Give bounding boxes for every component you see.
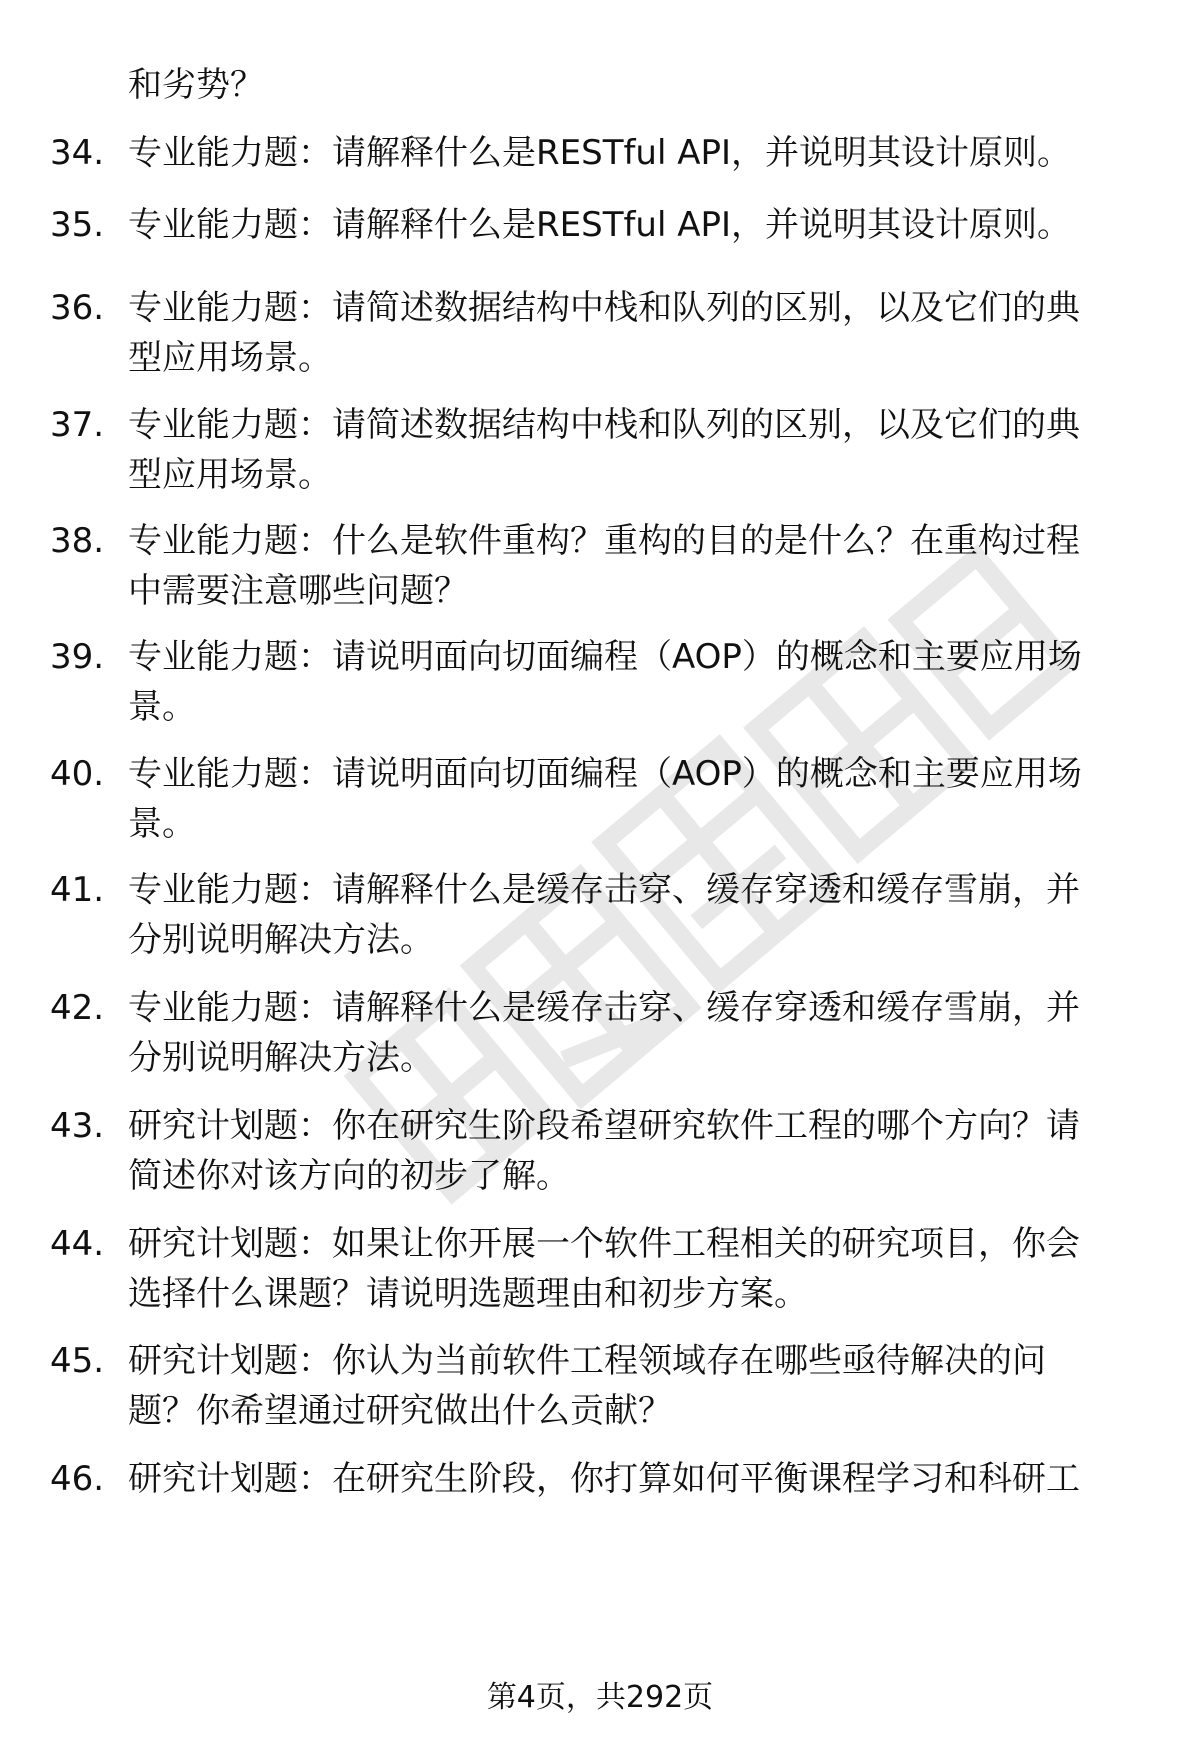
question-text bbox=[128, 865, 1200, 965]
question-text-line: 分别说明解决方法。 bbox=[128, 1038, 434, 1078]
question-text bbox=[128, 400, 1200, 500]
question-text-line: 专业能力题：请解释什么是缓存击穿、缓存穿透和缓存雪崩，并 bbox=[128, 988, 1080, 1028]
question-text-line: 专业能力题：请简述数据结构中栈和队列的区别，以及它们的典 bbox=[128, 405, 1080, 445]
question-text-line: 研究计划题：你认为当前软件工程领域存在哪些亟待解决的问 bbox=[128, 1341, 1046, 1381]
page-footer: 第4页，共292页 bbox=[486, 1680, 714, 1715]
question-number: 40. bbox=[50, 754, 105, 794]
question-text-line: 中需要注意哪些问题？ bbox=[128, 571, 468, 611]
question-text bbox=[128, 1336, 1200, 1436]
question-text-line: 型应用场景。 bbox=[128, 455, 332, 495]
question-text-line: 研究计划题：你在研究生阶段希望研究软件工程的哪个方向？请 bbox=[128, 1106, 1080, 1146]
question-text bbox=[128, 128, 1200, 178]
question-text bbox=[128, 1454, 1200, 1504]
question-text-line: 景。 bbox=[128, 687, 196, 727]
question-number: 46. bbox=[50, 1459, 105, 1499]
question-number: 38. bbox=[50, 521, 105, 561]
question-text-line: 专业能力题：请说明面向切面编程（AOP）的概念和主要应用场 bbox=[128, 754, 1082, 794]
question-number: 34. bbox=[50, 133, 105, 173]
question-number: 36. bbox=[50, 288, 105, 328]
question-text-line: 选择什么课题？请说明选题理由和初步方案。 bbox=[128, 1274, 808, 1314]
continuation-line: 和劣势？ bbox=[128, 65, 264, 105]
question-text-line: 专业能力题：请说明面向切面编程（AOP）的概念和主要应用场 bbox=[128, 637, 1082, 677]
question-text-line: 题？你希望通过研究做出什么贡献？ bbox=[128, 1391, 672, 1431]
question-text bbox=[128, 983, 1200, 1083]
question-text bbox=[128, 632, 1200, 732]
question-text bbox=[128, 749, 1200, 849]
question-text-line: 专业能力题：什么是软件重构？重构的目的是什么？在重构过程 bbox=[128, 521, 1080, 561]
question-text-line: 专业能力题：请解释什么是RESTful API，并说明其设计原则。 bbox=[128, 205, 1072, 245]
question-text-line: 研究计划题：在研究生阶段，你打算如何平衡课程学习和科研工 bbox=[128, 1459, 1080, 1499]
question-text-line: 型应用场景。 bbox=[128, 338, 332, 378]
question-number: 37. bbox=[50, 405, 105, 445]
question-number: 42. bbox=[50, 988, 105, 1028]
question-text-line: 专业能力题：请简述数据结构中栈和队列的区别，以及它们的典 bbox=[128, 288, 1080, 328]
question-text-line: 分别说明解决方法。 bbox=[128, 920, 434, 960]
question-number: 35. bbox=[50, 205, 105, 245]
question-text bbox=[128, 1219, 1200, 1319]
question-text-line: 简述你对该方向的初步了解。 bbox=[128, 1156, 570, 1196]
question-text-line: 研究计划题：如果让你开展一个软件工程相关的研究项目，你会 bbox=[128, 1224, 1080, 1264]
question-text bbox=[128, 283, 1200, 383]
question-number: 43. bbox=[50, 1106, 105, 1146]
question-text bbox=[128, 200, 1200, 250]
question-text-line: 景。 bbox=[128, 804, 196, 844]
question-number: 41. bbox=[50, 870, 105, 910]
question-text bbox=[128, 516, 1200, 616]
question-text-line: 专业能力题：请解释什么是RESTful API，并说明其设计原则。 bbox=[128, 133, 1072, 173]
question-text bbox=[128, 1101, 1200, 1201]
question-number: 39. bbox=[50, 637, 105, 677]
question-number: 45. bbox=[50, 1341, 105, 1381]
question-number: 44. bbox=[50, 1224, 105, 1264]
question-text-line: 专业能力题：请解释什么是缓存击穿、缓存穿透和缓存雪崩，并 bbox=[128, 870, 1080, 910]
